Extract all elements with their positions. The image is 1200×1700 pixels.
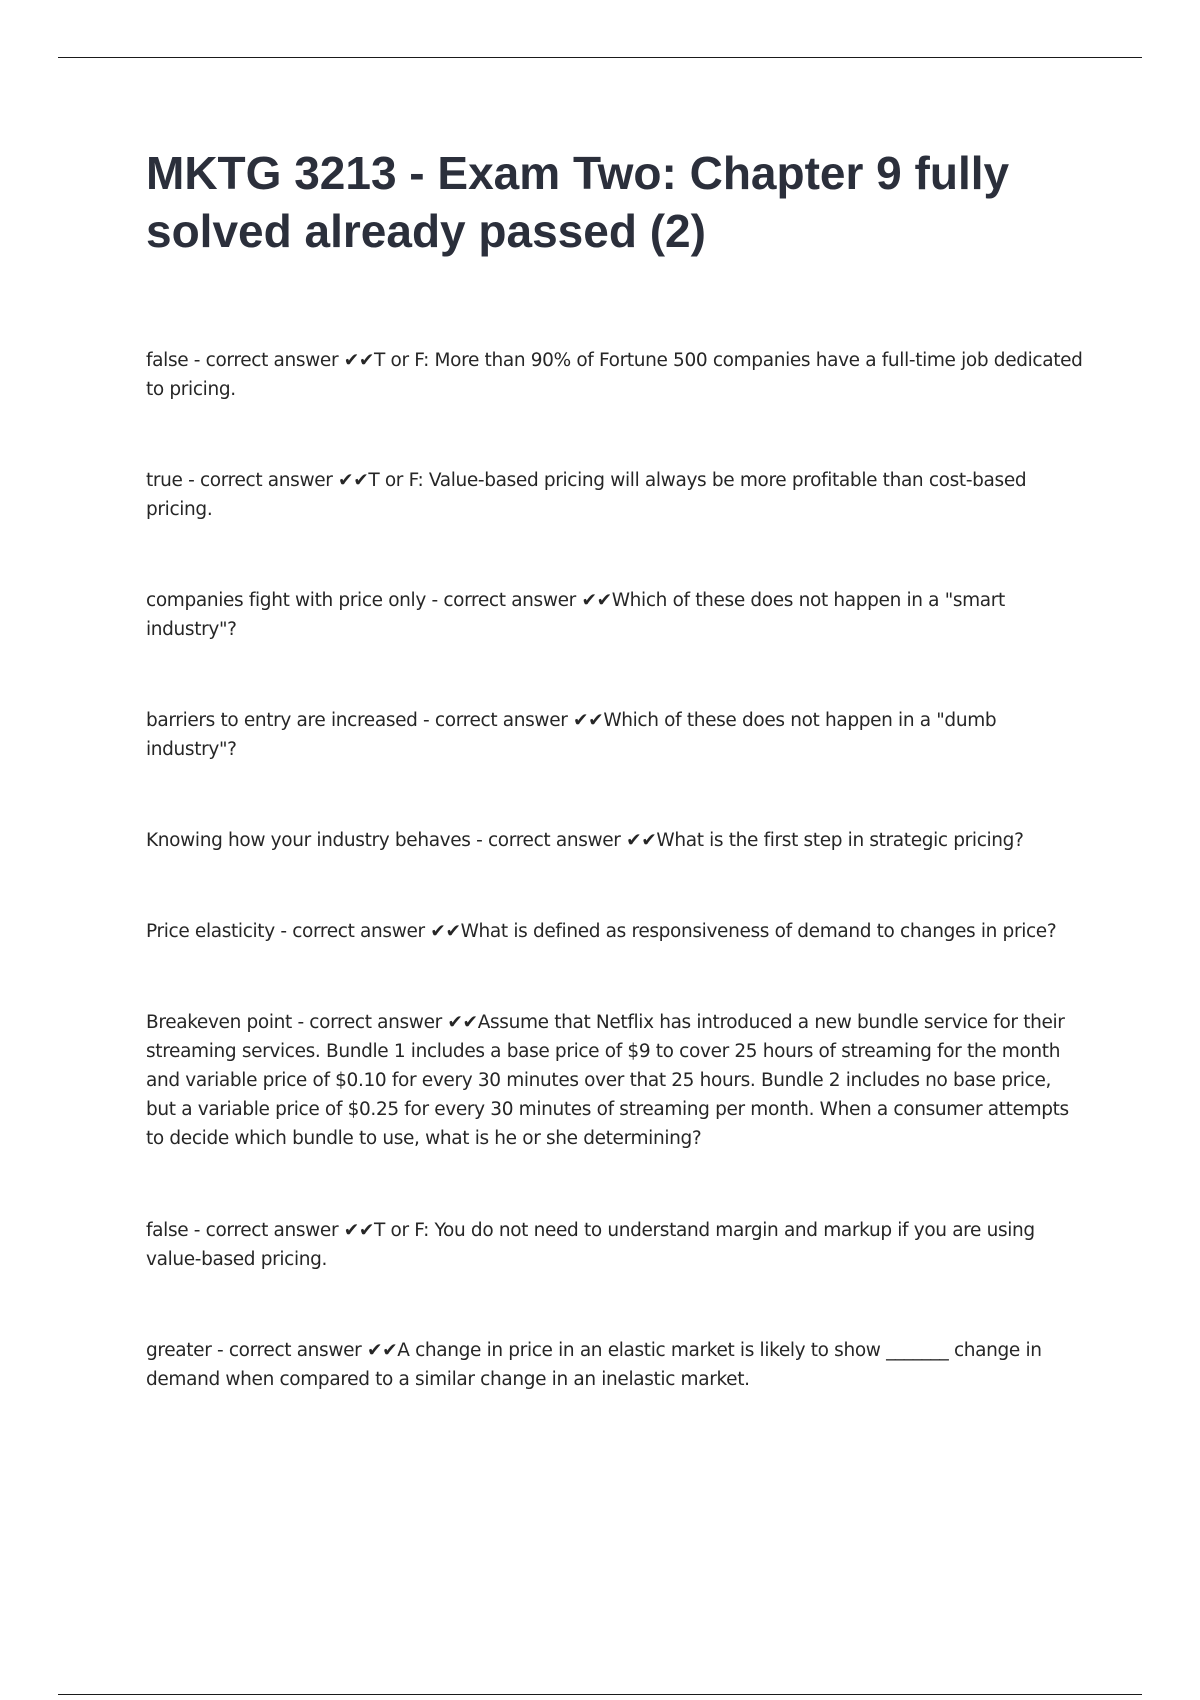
qa-entry-7: Breakeven point - correct answer ✔✔Assume that Netflix has introduced a new bundle service for their streaming services. Bundle 1 includes a base price of $9 to cover 25 hours of streaming for the month and variable price of $0.10 for every 30 minutes over that 25 hours. Bundle 2 includes no base price, but a variable price of $0.25 for every 30 minutes of streaming per month. When a consumer attempts to decide which bundle to use, what is he or she determining? [146, 1012, 1069, 1149]
qa-entry-2: true - correct answer ✔✔T or F: Value-based pricing will always be more profitable than cost-based pricing. [146, 470, 1027, 520]
document-title: MKTG 3213 - Exam Two: Chapter 9 fully solved already passed (2) [146, 147, 1010, 257]
bottom-divider [58, 1694, 1142, 1695]
qa-entry-6: Price elasticity - correct answer ✔✔What is defined as responsiveness of demand to changes in price? [146, 921, 1057, 942]
top-divider [58, 57, 1142, 58]
qa-entry-9: greater - correct answer ✔✔A change in price in an elastic market is likely to show _______ change in demand when compared to a similar change in an inelastic market. [146, 1340, 1042, 1390]
qa-entry-5: Knowing how your industry behaves - correct answer ✔✔What is the first step in strategic pricing? [146, 830, 1024, 851]
qa-entry-1: false - correct answer ✔✔T or F: More than 90% of Fortune 500 companies have a full-time job dedicated to pricing. [146, 350, 1083, 400]
qa-entry-8: false - correct answer ✔✔T or F: You do not need to understand margin and markup if you are using value-based pricing. [146, 1220, 1035, 1270]
qa-entry-3: companies fight with price only - correct answer ✔✔Which of these does not happen in a "smart industry"? [146, 590, 1005, 640]
qa-entry-4: barriers to entry are increased - correct answer ✔✔Which of these does not happen in a "dumb industry"? [146, 710, 997, 760]
